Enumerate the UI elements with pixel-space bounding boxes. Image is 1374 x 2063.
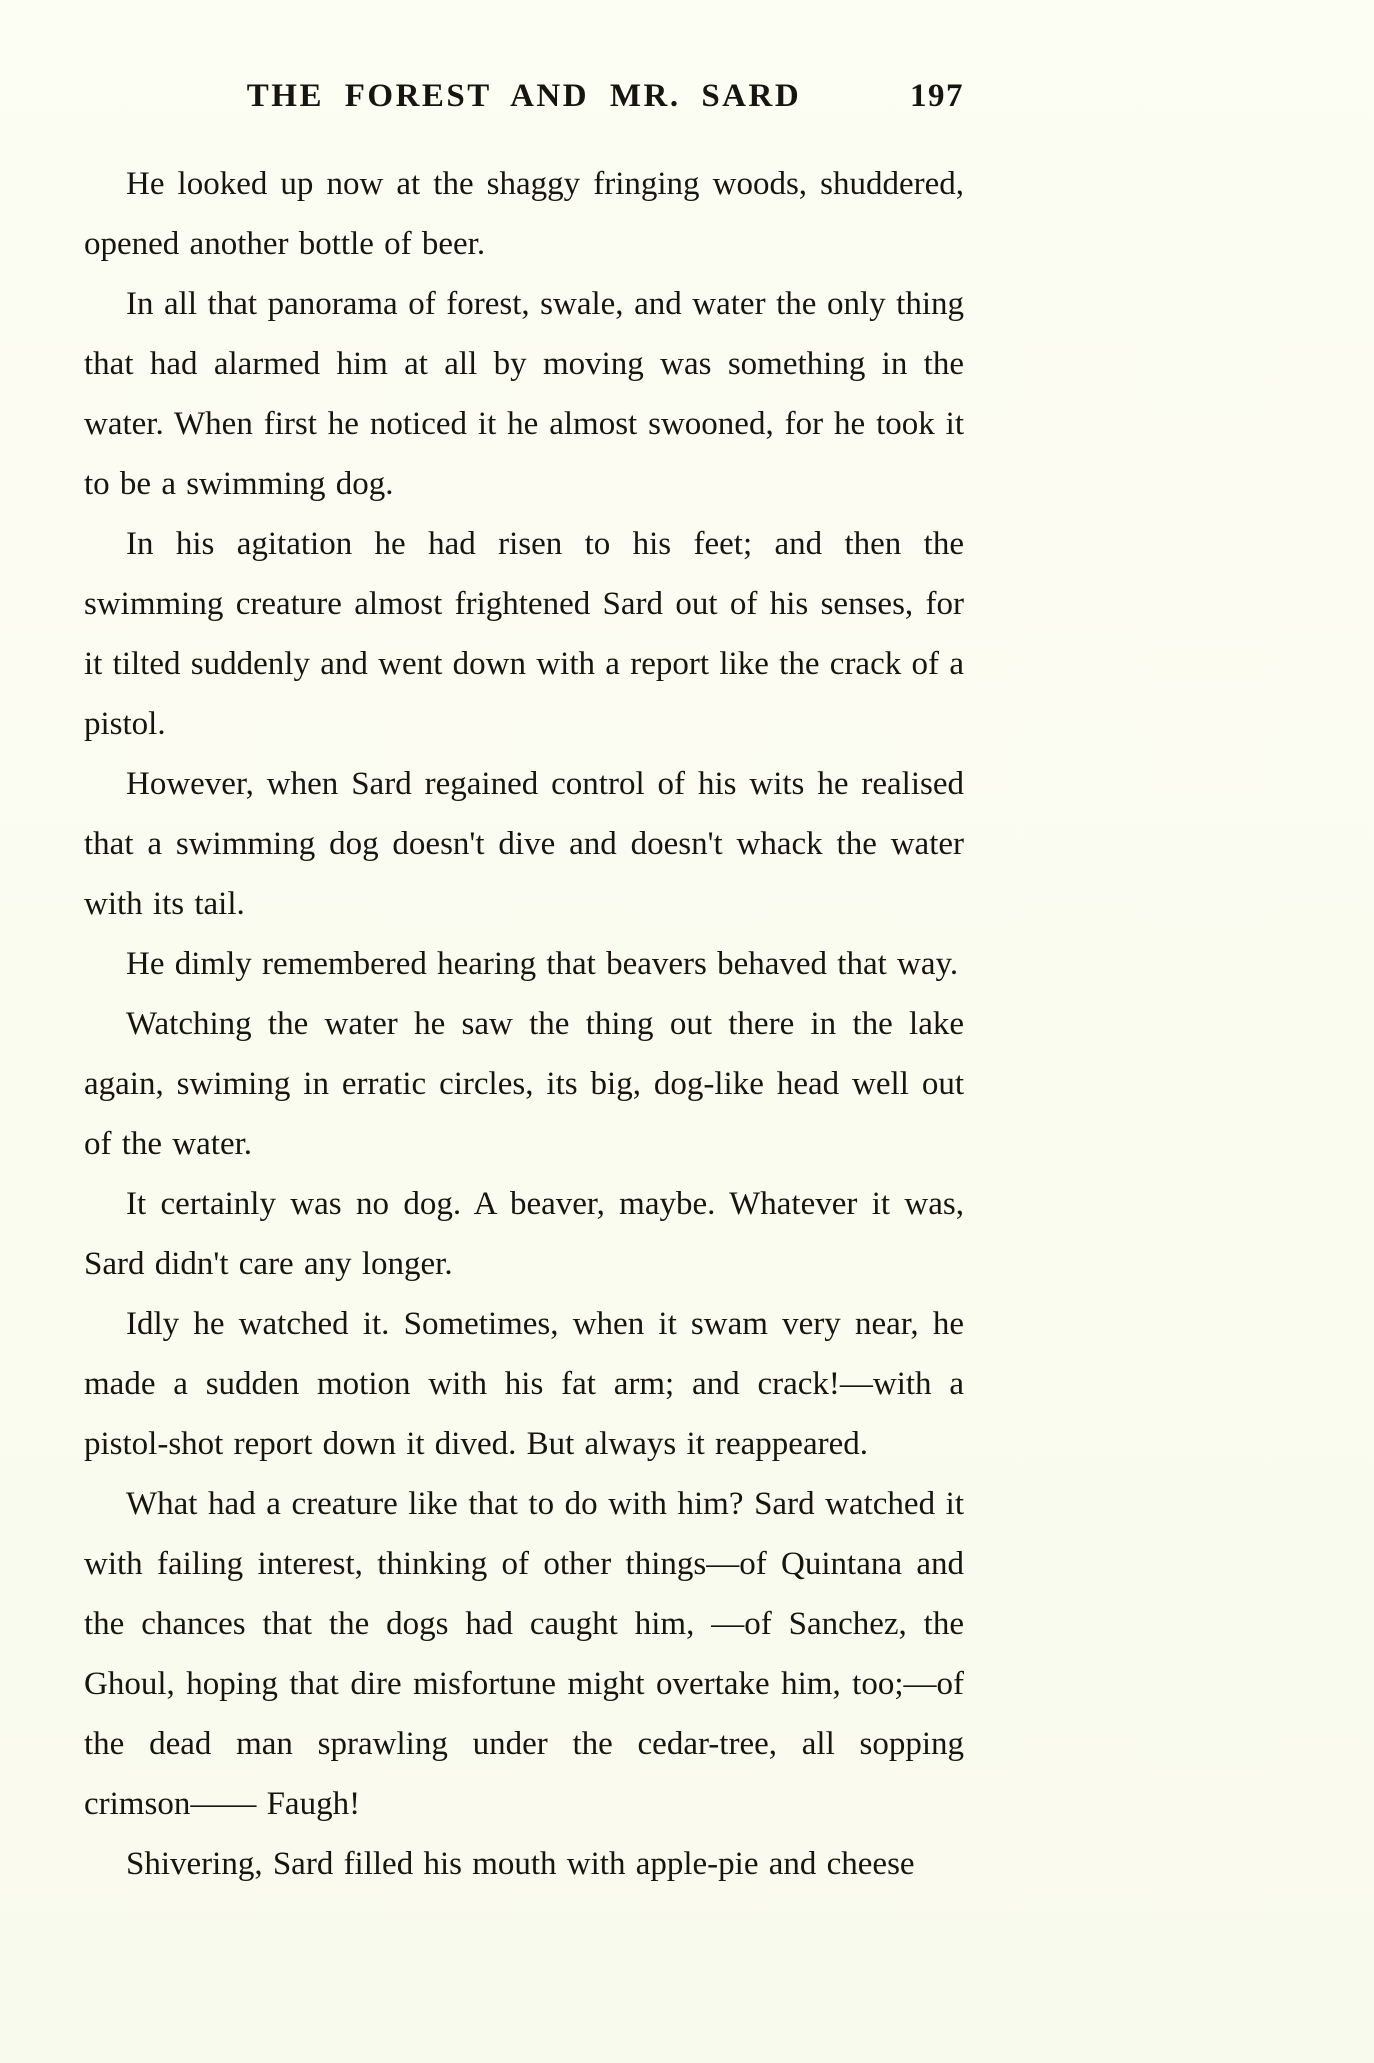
paragraph: In all that panorama of forest, swale, and water the only thing that had alarmed him at all by moving was something in the water. When first he noticed it he almost swooned, for he took it to be a swimming dog. (84, 286, 964, 502)
paragraph: However, when Sard regained control of his wits he realised that a swimming dog doesn't dive and doesn't whack the water with its tail. (84, 766, 964, 922)
page-number: 197 (910, 78, 964, 114)
page-header (84, 74, 964, 118)
paragraph: Idly he watched it. Sometimes, when it swam very near, he made a sudden motion with his fat arm; and crack!—with a pistol-shot report down it dived. But always it reappeared. (84, 1306, 964, 1462)
text-block (84, 154, 964, 1894)
paragraph: He dimly remembered hearing that beavers behaved that way. (126, 946, 959, 982)
paragraph: Shivering, Sard filled his mouth with apple-pie and cheese (126, 1846, 915, 1882)
paragraph: What had a creature like that to do with him? Sard watched it with failing interest, thinking of other things—of Quintana and the chances that the dogs had caught him, —of Sanchez, the Ghoul, hoping that dire misfortune might overtake him, too;—of the dead man sprawling under the cedar-tree, all sopping crimson—— Faugh! (84, 1486, 964, 1822)
paragraph: Watching the water he saw the thing out there in the lake again, swiming in erratic circles, its big, dog-like head well out of the water. (84, 1006, 964, 1162)
paragraph: He looked up now at the shaggy fringing woods, shuddered, opened another bottle of beer. (84, 166, 964, 262)
paragraph: In his agitation he had risen to his feet; and then the swimming creature almost frightened Sard out of his senses, for it tilted suddenly and went down with a report like the crack of a pistol. (84, 526, 964, 742)
running-head-title: THE FOREST AND MR. SARD (246, 78, 802, 114)
paragraph: It certainly was no dog. A beaver, maybe. Whatever it was, Sard didn't care any longer. (84, 1186, 964, 1282)
